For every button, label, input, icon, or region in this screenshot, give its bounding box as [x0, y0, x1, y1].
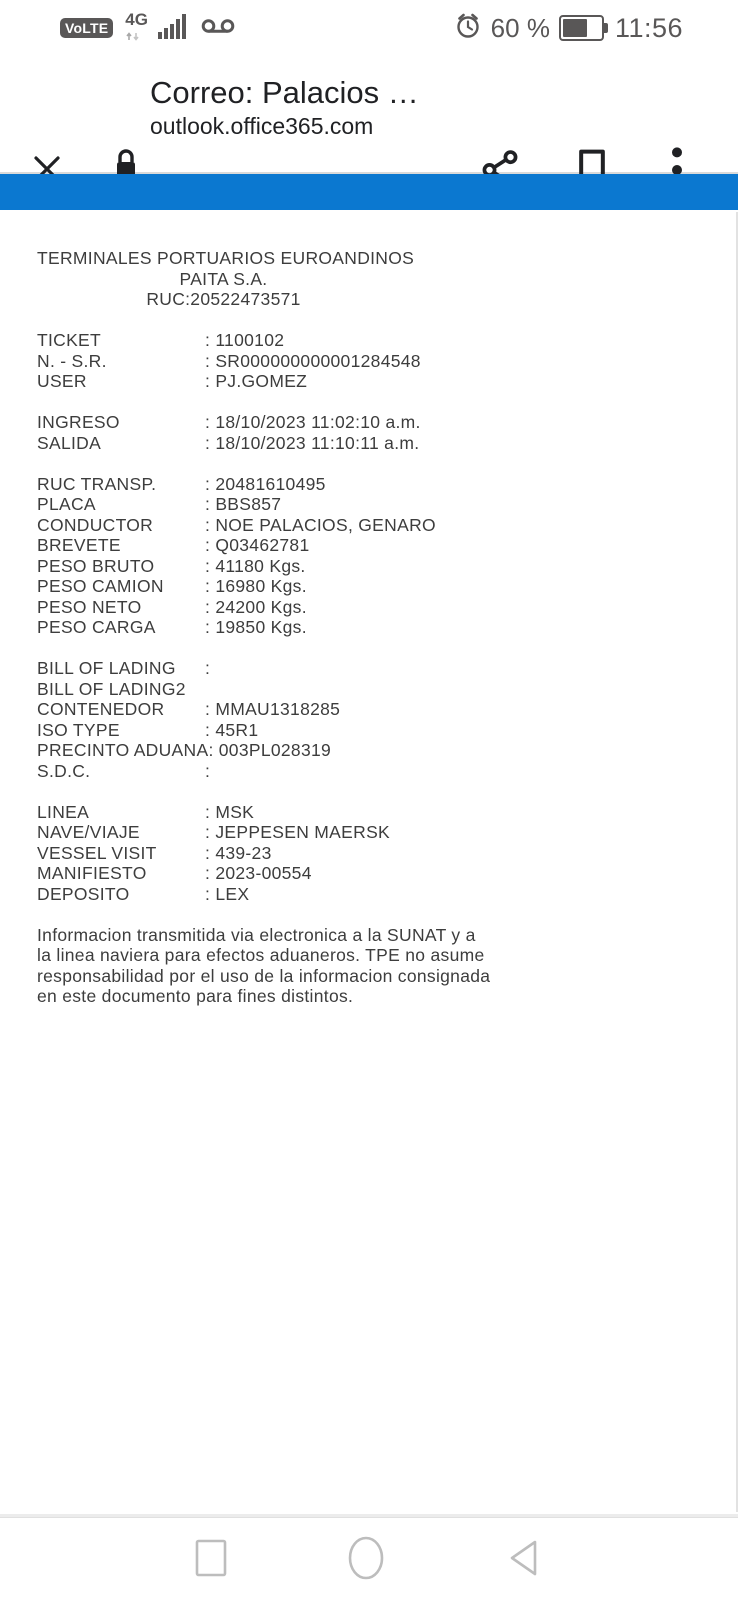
footer-line: en este documento para fines distintos. [37, 986, 354, 1006]
field-value: : 003PL028319 [208, 740, 332, 760]
field-row [37, 699, 693, 720]
field-row [37, 371, 693, 392]
field-label: S.D.C. [37, 760, 91, 781]
back-button[interactable] [505, 1538, 543, 1581]
recents-square-icon [195, 1539, 227, 1580]
field-value: : 45R1 [205, 719, 259, 740]
document-footer [37, 925, 693, 1007]
field-value: : 41180 Kgs. [205, 555, 306, 576]
field-value: : 16980 Kgs. [205, 576, 307, 596]
battery-percent-label: 60 % [490, 12, 550, 43]
field-row [37, 330, 693, 351]
recents-button[interactable] [195, 1539, 227, 1580]
document-groups [37, 330, 693, 904]
field-label: SALIDA [37, 432, 102, 453]
field-label: CONDUCTOR [37, 514, 154, 535]
field-label: PESO CARGA [37, 617, 156, 637]
field-row [37, 412, 693, 433]
field-row [37, 679, 693, 700]
page-title-block [150, 74, 470, 140]
field-value: : LEX [205, 883, 250, 904]
home-button[interactable] [347, 1535, 385, 1584]
clock-label: 11:56 [614, 12, 683, 43]
field-value: : SR000000000001284548 [205, 350, 421, 371]
field-row [37, 433, 693, 454]
voicemail-icon [201, 18, 235, 39]
field-group [37, 474, 693, 638]
network-type-label: 4G [125, 10, 148, 29]
document-company-block [37, 269, 410, 310]
field-label: MANIFIESTO [37, 863, 147, 883]
email-header-band [0, 174, 738, 210]
field-row [37, 863, 693, 884]
field-group [37, 330, 693, 392]
field-value: : JEPPESEN MAERSK [205, 822, 391, 842]
field-label: RUC TRANSP. [37, 473, 157, 494]
field-label: TICKET [37, 330, 102, 350]
field-row [37, 494, 693, 515]
field-row [37, 515, 693, 536]
field-value: : [205, 760, 211, 781]
field-label: INGRESO [37, 412, 120, 432]
field-row [37, 474, 693, 495]
field-row [37, 822, 693, 843]
field-row [37, 351, 693, 372]
android-navigation-bar [0, 1519, 738, 1600]
field-value: : 18/10/2023 11:02:10 a.m. [205, 412, 421, 432]
field-row [37, 802, 693, 823]
field-row [37, 556, 693, 577]
field-value: : 19850 Kgs. [205, 617, 307, 637]
field-label: PESO CAMION [37, 576, 164, 596]
field-value: : 24200 Kgs. [205, 596, 307, 617]
field-group [37, 802, 693, 905]
field-label: USER [37, 371, 87, 391]
email-document [0, 210, 738, 1007]
field-value: : [205, 658, 211, 678]
field-value: : 1100102 [205, 330, 285, 350]
home-circle-icon [347, 1535, 385, 1584]
data-arrows-icon [125, 29, 141, 45]
field-value: : 439-23 [205, 842, 272, 863]
field-label: PRECINTO ADUANA [37, 740, 209, 760]
field-value: : Q03462781 [205, 535, 310, 555]
field-row [37, 740, 693, 761]
battery-icon [559, 15, 604, 41]
status-bar-right [454, 12, 683, 45]
signal-strength-icon [158, 12, 191, 44]
field-label: BREVETE [37, 535, 121, 555]
field-label: VESSEL VISIT [37, 842, 157, 863]
field-label: ISO TYPE [37, 719, 120, 740]
field-group [37, 412, 693, 453]
field-value: : MMAU1318285 [205, 699, 341, 719]
field-value: : NOE PALACIOS, GENARO [205, 514, 436, 535]
custom-tab-header [0, 56, 738, 174]
field-value: : 2023-00554 [205, 863, 312, 883]
page-url: outlook.office365.com [150, 113, 374, 140]
field-label: PLACA [37, 494, 96, 514]
nav-bar-divider [0, 1514, 738, 1518]
field-row [37, 576, 693, 597]
field-row [37, 720, 693, 741]
field-label: BILL OF LADING [37, 658, 176, 678]
volte-badge-icon: VoLTE [60, 18, 113, 38]
footer-line: la linea naviera para efectos aduaneros. TPE no asume [37, 945, 485, 965]
document-ruc-line: RUC:20522473571 [146, 289, 301, 309]
field-value: : MSK [205, 801, 255, 822]
footer-line: responsabilidad por el uso de la informacion consignada [37, 965, 491, 986]
field-row [37, 761, 693, 782]
status-bar [0, 0, 738, 56]
field-value: : 20481610495 [205, 473, 326, 494]
field-value: : PJ.GOMEZ [205, 371, 308, 391]
page-title: Correo: Palacios … [150, 75, 419, 110]
field-row [37, 617, 693, 638]
document-org-line: TERMINALES PORTUARIOS EUROANDINOS [37, 248, 415, 268]
field-value: : BBS857 [205, 494, 282, 514]
status-bar-left [60, 11, 235, 45]
field-label: BILL OF LADING2 [37, 678, 186, 699]
document-company-line: PAITA S.A. [179, 268, 268, 289]
back-triangle-icon [505, 1538, 543, 1581]
field-label: PESO BRUTO [37, 555, 155, 576]
field-label: PESO NETO [37, 596, 142, 617]
field-label: LINEA [37, 801, 90, 822]
field-group [37, 658, 693, 781]
field-row [37, 658, 693, 679]
field-row [37, 597, 693, 618]
field-label: DEPOSITO [37, 883, 130, 904]
field-label: CONTENEDOR [37, 699, 165, 719]
field-label: N. - S.R. [37, 350, 107, 371]
field-row [37, 535, 693, 556]
field-row [37, 884, 693, 905]
network-indicator [125, 11, 148, 45]
field-label: NAVE/VIAJE [37, 822, 140, 842]
battery-fill [563, 19, 587, 37]
footer-line: Informacion transmitida via electronica a la SUNAT y a [37, 924, 476, 945]
alarm-clock-icon [454, 12, 482, 45]
field-value: : 18/10/2023 11:10:11 a.m. [205, 432, 420, 453]
field-row [37, 843, 693, 864]
battery-nub [604, 23, 608, 33]
